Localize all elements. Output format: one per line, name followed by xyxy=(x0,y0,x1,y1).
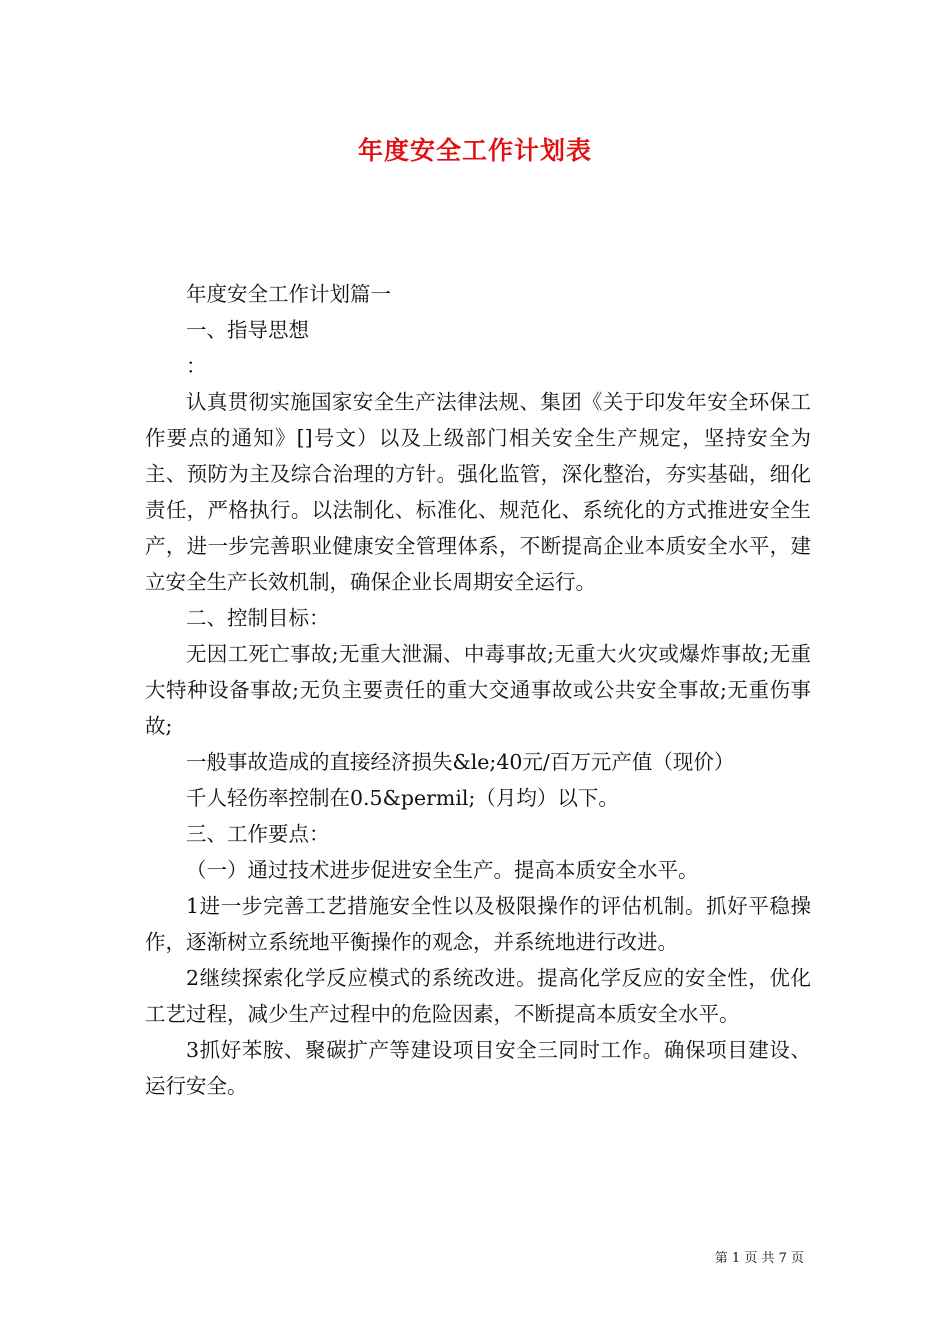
page-number: 第 1 页 共 7 页 xyxy=(714,1251,804,1266)
paragraph: 千人轻伤率控制在0.5&permil;（月均）以下。 xyxy=(186,786,619,810)
paragraph: 一、指导思想 xyxy=(186,318,309,342)
paragraph: （一）通过技术进步促进安全生产。提高本质安全水平。 xyxy=(186,858,699,882)
paragraph: 三、工作要点： xyxy=(186,822,330,846)
document-body xyxy=(145,276,811,1104)
paragraph: 1进一步完善工艺措施安全性以及极限操作的评估机制。抓好平稳操作，逐渐树立系统地平衡操作的观念，并系统地进行改进。 xyxy=(145,894,811,954)
paragraph: 无因工死亡事故;无重大泄漏、中毒事故;无重大火灾或爆炸事故;无重大特种设备事故;无负主要责任的重大交通事故或公共安全事故;无重伤事故; xyxy=(145,642,811,738)
paragraph: ： xyxy=(186,354,207,378)
paragraph: 3抓好苯胺、聚碳扩产等建设项目安全三同时工作。确保项目建设、运行安全。 xyxy=(145,1038,811,1098)
paragraph: 2继续探索化学反应模式的系统改进。提高化学反应的安全性，优化工艺过程，减少生产过程中的危险因素，不断提高本质安全水平。 xyxy=(145,966,811,1026)
paragraph: 一般事故造成的直接经济损失&le;40元/百万元产值（现价） xyxy=(186,750,735,774)
page-title: 年度安全工作计划表 xyxy=(357,136,592,165)
paragraph: 二、控制目标： xyxy=(186,606,330,630)
paragraph: 年度安全工作计划篇一 xyxy=(186,282,391,306)
paragraph: 认真贯彻实施国家安全生产法律法规、集团《关于印发年安全环保工作要点的通知》[]号文）以及上级部门相关安全生产规定，坚持安全为主、预防为主及综合治理的方针。强化监管，深化整治，夯实基础，细化责任，严格执行。以法制化、标准化、规范化、系统化的方式推进安全生产，进一步完善职业健康安全管理体系，不断提高企业本质安全水平，建立安全生产长效机制，确保企业长周期安全运行。 xyxy=(145,390,811,594)
